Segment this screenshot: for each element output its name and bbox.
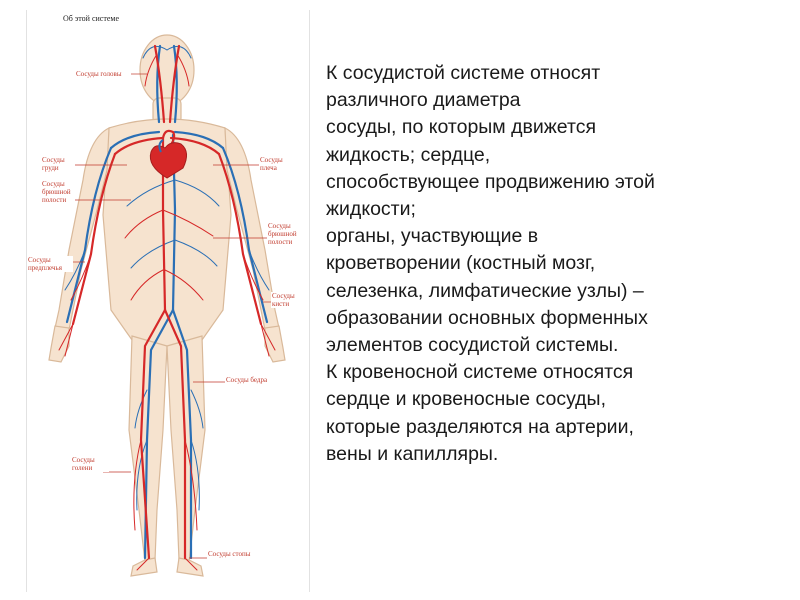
label-foot-vessels: Сосуды стопы (208, 550, 251, 558)
figure-title: Об этой системе (63, 14, 119, 23)
left-foot (131, 558, 157, 576)
text-line: образовании основных форменных (326, 306, 648, 329)
text-line: различного диаметра (326, 89, 521, 112)
label-forearm-vessels: Сосуды предплечья (27, 256, 73, 272)
text-line: сосуды, по которым движется (326, 116, 597, 139)
text-line: жидкость; сердце, (326, 143, 491, 166)
label-abdominal-vessels-left: Сосуды брюшной полости (41, 180, 75, 204)
text-line: селезенка, лимфатические узлы) – (326, 279, 644, 302)
right-hand (265, 326, 285, 362)
circulatory-figure-panel (26, 10, 310, 592)
text-line: элементов сосудистой системы. (326, 334, 619, 357)
human-body-illustration (27, 10, 309, 592)
text-line: органы, участвующие в (326, 225, 539, 248)
label-chest-vessels: Сосуды груди (41, 156, 75, 172)
label-head-vessels: Сосуды головы (76, 70, 122, 78)
text-line: кроветворении (костный мозг, (326, 252, 596, 275)
text-line: К сосудистой системе относят (326, 62, 601, 84)
right-foot (177, 558, 203, 576)
label-shin-vessels: Сосуды голени (71, 456, 109, 472)
left-hand (49, 326, 69, 362)
head (140, 35, 194, 105)
body-silhouette (49, 35, 285, 576)
text-line: К кровеносной системе относятся (326, 361, 634, 384)
text-line: вены и капилляры. (326, 442, 499, 465)
text-line: способствующее продвижению этой (326, 170, 655, 193)
label-shoulder-vessels: Сосуды плеча (259, 156, 297, 172)
text-line: сердце и кровеносные сосуды, (326, 388, 606, 411)
description-text (326, 60, 788, 468)
text-line: жидкости; (326, 198, 416, 221)
text-line: которые разделяются на артерии, (326, 415, 634, 438)
label-abdominal-vessels-right: Сосуды брюшной полости (267, 222, 303, 246)
label-hand-vessels: Сосуды кисти (271, 292, 307, 308)
label-thigh-vessels: Сосуды бедра (226, 376, 268, 384)
